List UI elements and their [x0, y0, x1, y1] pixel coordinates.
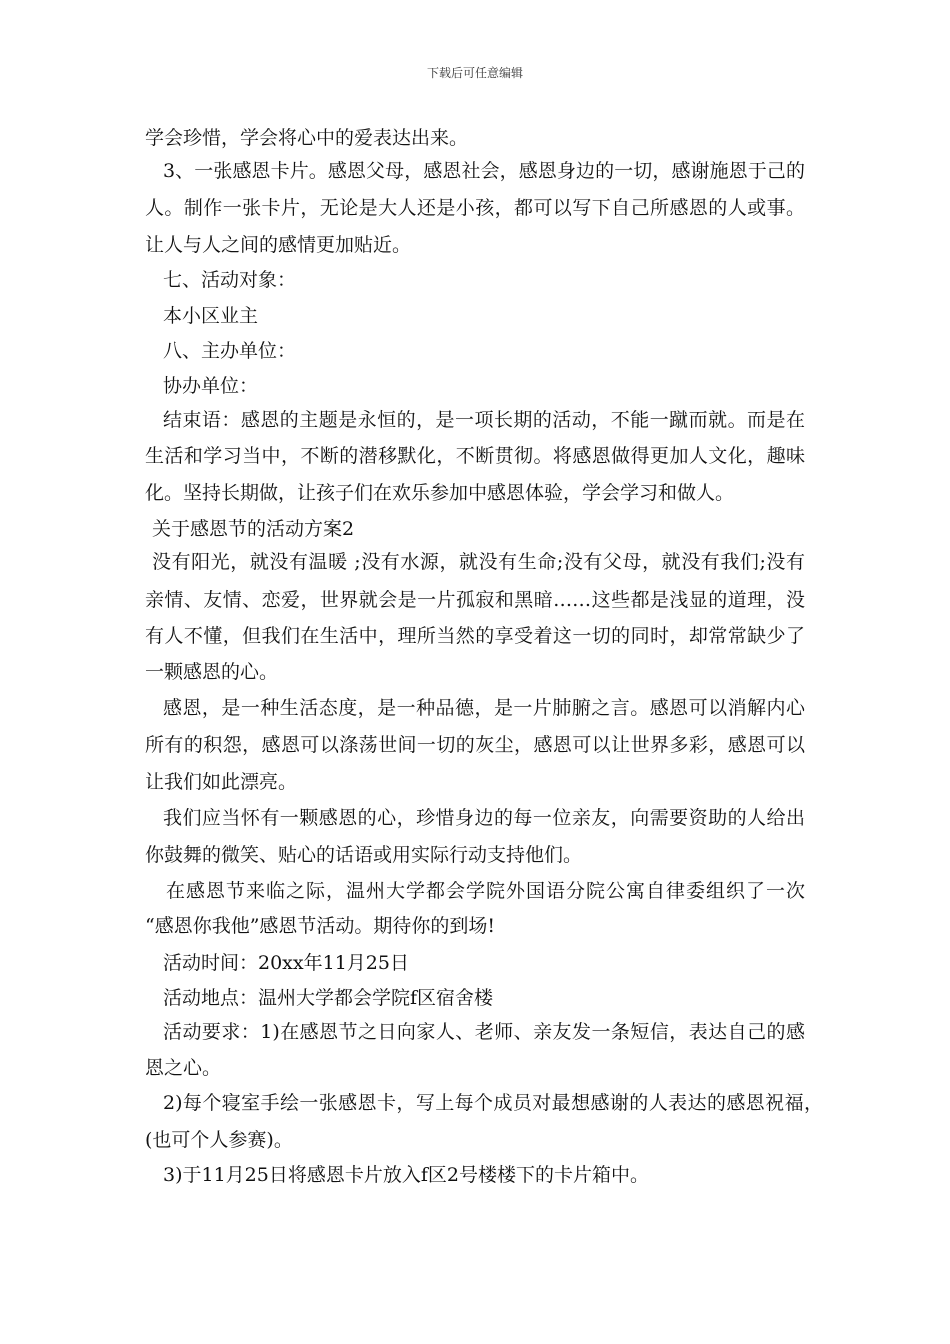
event-location: 活动地点：温州大学都会学院f区宿舍楼	[163, 987, 494, 1009]
text-line: 生活和学习当中，不断的潜移默化，不断贯彻。将感恩做得更加人文化，趣味	[145, 445, 805, 467]
text-line: 在感恩节来临之际，温州大学都会学院外国语分院公寓自律委组织了一次	[166, 880, 805, 902]
text-line: 化。坚持长期做，让孩子们在欢乐参加中感恩体验，学会学习和做人。	[145, 482, 735, 504]
text-line: 所有的积怨，感恩可以涤荡世间一切的灰尘，感恩可以让世界多彩，感恩可以	[145, 734, 805, 756]
text-line: 没有阳光，就没有温暖 ;没有水源，就没有生命;没有父母，就没有我们;没有	[152, 551, 805, 573]
text-line: 你鼓舞的微笑、贴心的话语或用实际行动支持他们。	[145, 844, 583, 866]
page-header: 下载后可任意编辑	[426, 66, 523, 80]
text-line: (也可个人参赛)。	[145, 1129, 293, 1151]
text-line: 有人不懂，但我们在生活中，理所当然的享受着这一切的同时，却常常缺少了	[145, 625, 805, 647]
document-subtitle: 关于感恩节的活动方案2	[152, 518, 355, 540]
text-line: 让人与人之间的感情更加贴近。	[145, 234, 412, 256]
section-heading: 七、活动对象：	[163, 269, 297, 291]
section-heading: 八、主办单位：	[163, 340, 297, 362]
text-line: 亲情、友情、恋爱，世界就会是一片孤寂和黑暗……这些都是浅显的道理，没	[145, 589, 805, 611]
text-line: 人。制作一张卡片，无论是大人还是小孩，都可以写下自己所感恩的人或事。	[145, 197, 805, 219]
text-line: 恩之心。	[145, 1057, 222, 1079]
text-line: 本小区业主	[163, 305, 259, 327]
text-line: “感恩你我他”感恩节活动。期待你的到场!	[145, 915, 496, 937]
event-time: 活动时间：20xx年11月25日	[163, 952, 409, 974]
text-line: 学会珍惜，学会将心中的爱表达出来。	[145, 127, 469, 149]
text-line: 一颗感恩的心。	[145, 661, 279, 683]
event-requirement: 2)每个寝室手绘一张感恩卡，写上每个成员对最想感谢的人表达的感恩祝福，	[163, 1092, 823, 1114]
event-requirement: 3)于11月25日将感恩卡片放入f区2号楼楼下的卡片箱中。	[163, 1164, 649, 1186]
text-line: 协办单位：	[163, 375, 259, 397]
text-line: 3、一张感恩卡片。感恩父母，感恩社会，感恩身边的一切，感谢施恩于己的	[163, 160, 805, 182]
text-line: 我们应当怀有一颗感恩的心，珍惜身边的每一位亲友，向需要资助的人给出	[163, 807, 805, 829]
event-requirement: 活动要求：1)在感恩节之日向家人、老师、亲友发一条短信，表达自己的感	[163, 1021, 805, 1043]
text-line: 结束语：感恩的主题是永恒的，是一项长期的活动，不能一蹴而就。而是在	[163, 409, 805, 431]
text-line: 感恩，是一种生活态度，是一种品德，是一片肺腑之言。感恩可以消解内心	[163, 697, 805, 719]
text-line: 让我们如此漂亮。	[145, 771, 298, 793]
